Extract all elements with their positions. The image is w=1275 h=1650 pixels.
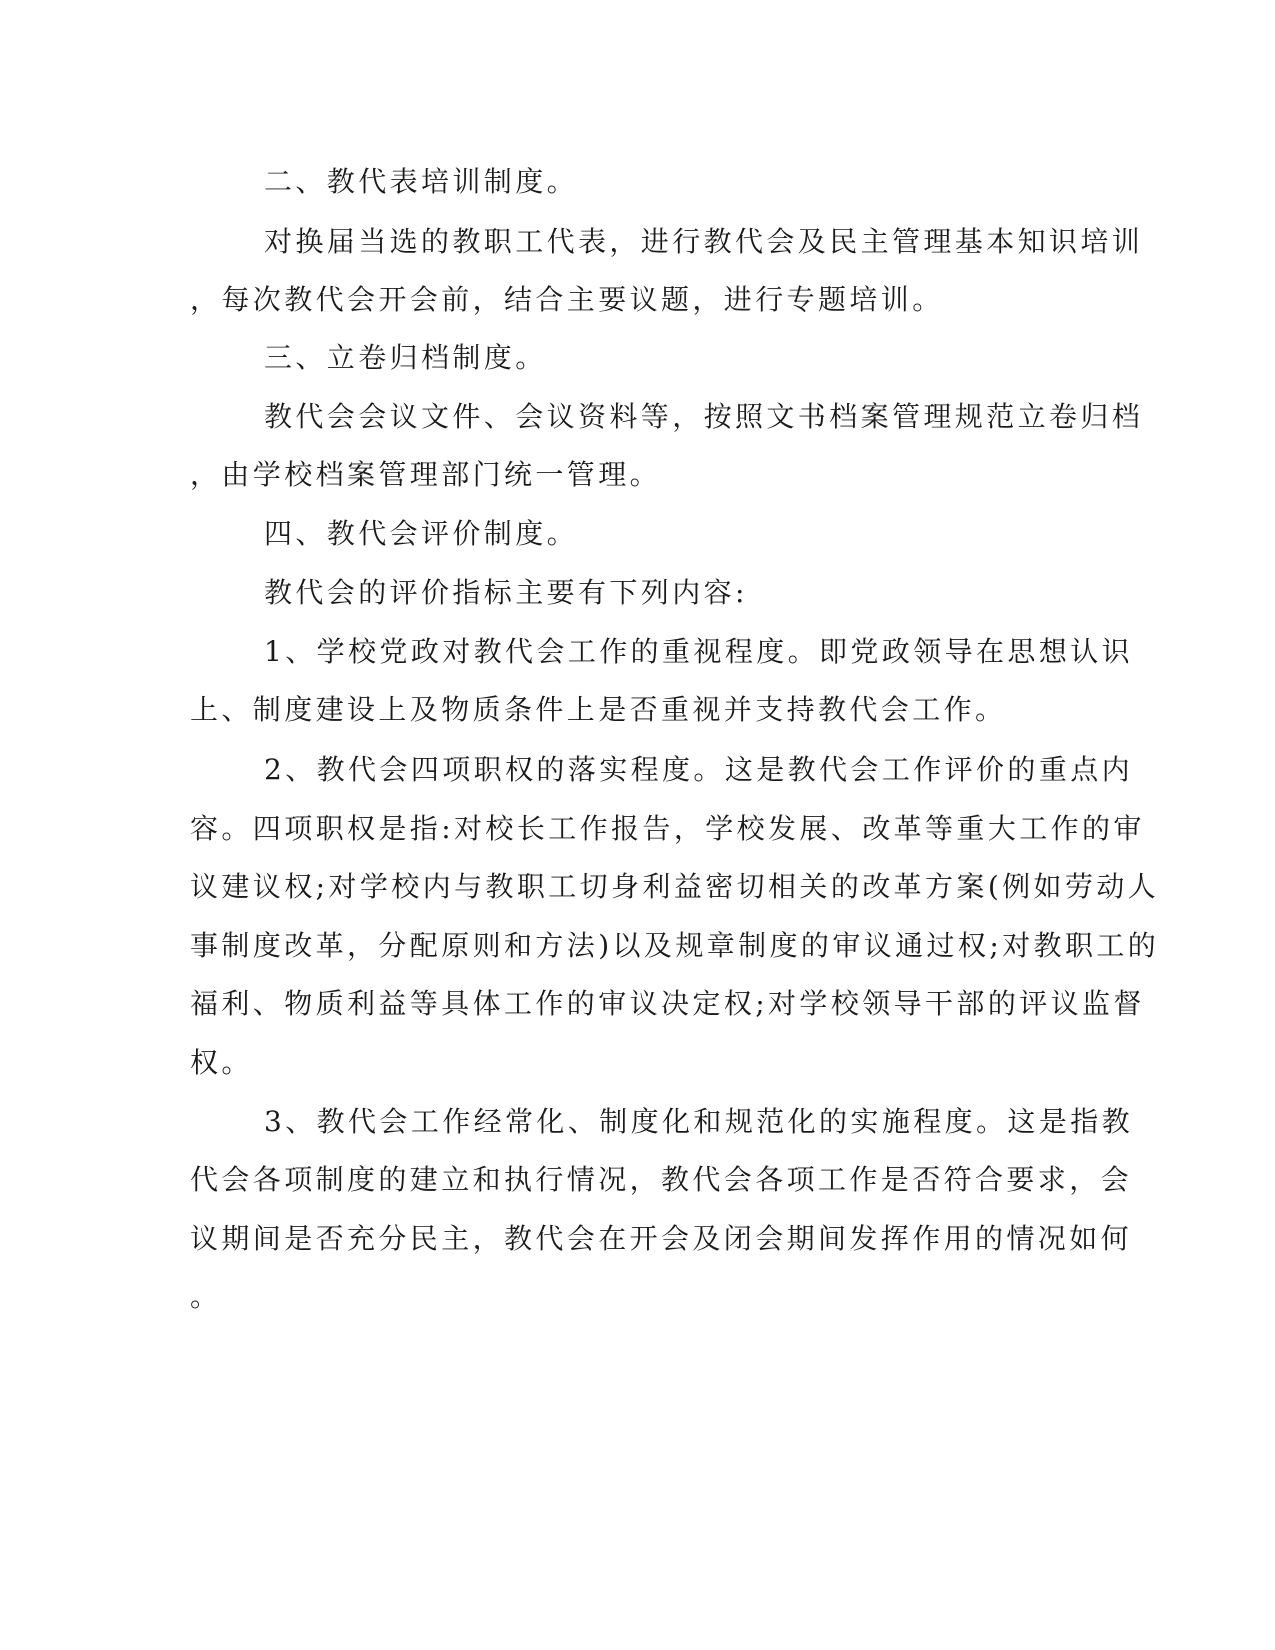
heading-training-system: 二、教代表培训制度。 <box>264 165 579 198</box>
list-item-3: 3、教代会工作经常化、制度化和规范化的实施程度。这是指教 <box>264 1105 1134 1138</box>
heading-evaluation-system: 四、教代会评价制度。 <box>264 517 579 550</box>
paragraph-line: 代会各项制度的建立和执行情况，教代会各项工作是否符合要求，会 <box>190 1163 1133 1196</box>
paragraph-line: 教代会的评价指标主要有下列内容: <box>264 576 748 609</box>
paragraph-line: 容。四项职权是指:对校长工作报告，学校发展、改革等重大工作的审 <box>190 812 1145 845</box>
paragraph-line: 对换届当选的教职工代表，进行教代会及民主管理基本知识培训 <box>264 225 1144 258</box>
paragraph-line: ，由学校档案管理部门统一管理。 <box>190 458 662 491</box>
list-item-1: 1、学校党政对教代会工作的重视程度。即党政领导在思想认识 <box>264 635 1134 668</box>
heading-archive-system: 三、立卷归档制度。 <box>264 341 547 374</box>
paragraph-line: 教代会会议文件、会议资料等，按照文书档案管理规范立卷归档 <box>264 400 1144 433</box>
paragraph-line: 权。 <box>190 1046 253 1079</box>
list-item-2: 2、教代会四项职权的落实程度。这是教代会工作评价的重点内 <box>264 753 1134 786</box>
paragraph-line: 福利、物质利益等具体工作的审议决定权;对学校领导干部的评议监督 <box>190 987 1145 1020</box>
paragraph-line: ，每次教代会开会前，结合主要议题，进行专题培训。 <box>190 283 944 316</box>
paragraph-line: 上、制度建设上及物质条件上是否重视并支持教代会工作。 <box>190 693 1007 726</box>
paragraph-line: 事制度改革，分配原则和方法)以及规章制度的审议通过权;对教职工的 <box>190 929 1160 962</box>
paragraph-line: 议期间是否充分民主，教代会在开会及闭会期间发挥作用的情况如何 <box>190 1222 1133 1255</box>
paragraph-line: 。 <box>190 1280 222 1313</box>
paragraph-line: 议建议权;对学校内与教职工切身利益密切相关的改革方案(例如劳动人 <box>190 870 1160 903</box>
